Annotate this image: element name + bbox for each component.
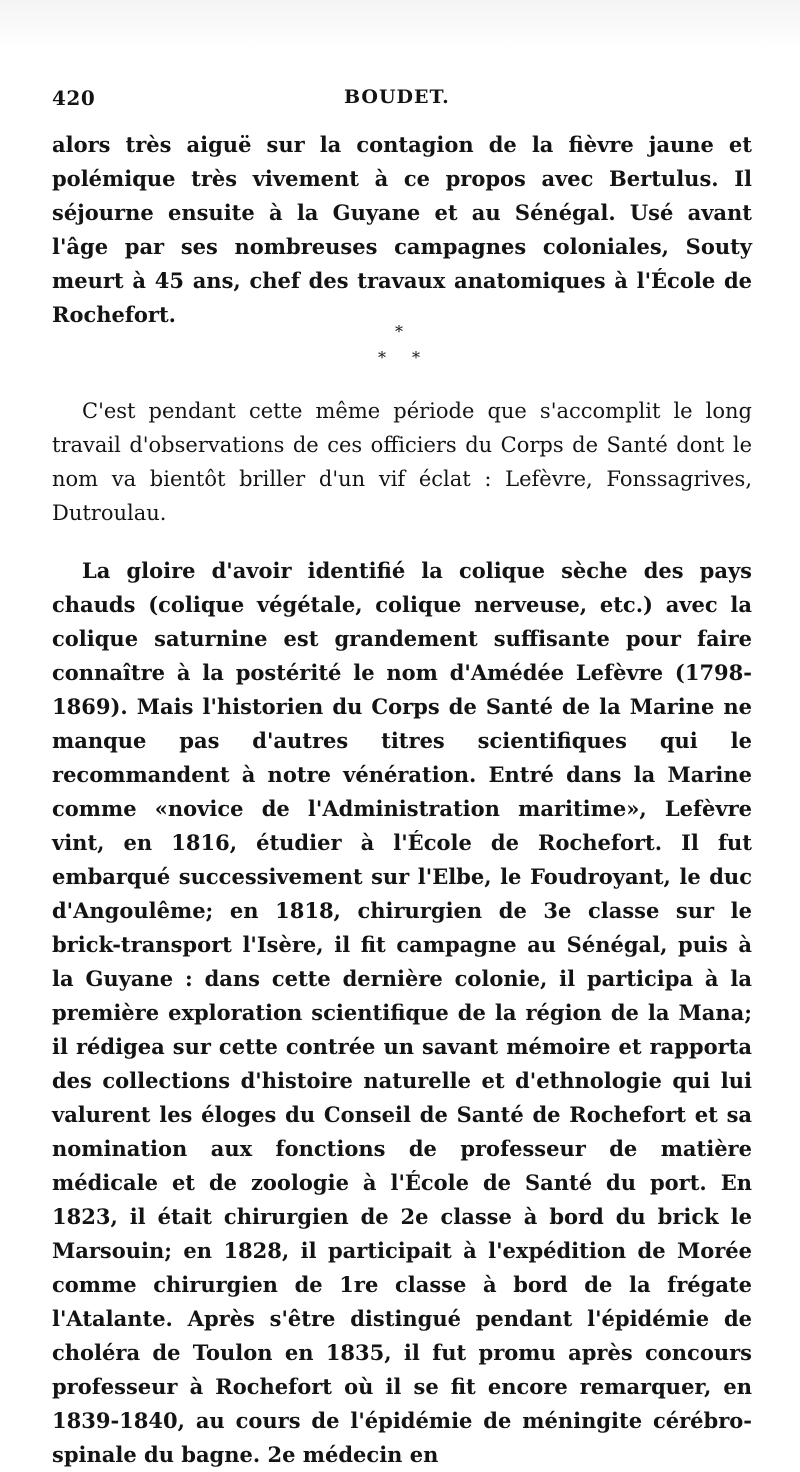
paragraph-2: C'est pendant cette même période que s'accomplit le long travail d'observations de ces officiers du Corps de Santé dont le nom va bientôt briller d'un vif éclat : Lefèvre, Fonssagrives, Dutroulau. bbox=[52, 399, 752, 525]
section-ornament bbox=[0, 312, 800, 372]
asterisk-ornament-right: * bbox=[412, 348, 420, 367]
asterisk-ornament-left: * bbox=[378, 348, 386, 367]
asterisk-ornament-top: * bbox=[395, 322, 403, 341]
paragraph-1: alors très aiguë sur la contagion de la fièvre jaune et polémique très vivement à ce propos avec Bertulus. Il séjourne ensuite à la Guyane et au Sénégal. Usé avant l'âge par ses nombreuses campagnes coloniales, Souty meurt à 45 ans, chef des travaux anatomiques à l'École de Rochefort. bbox=[52, 132, 752, 327]
page-number: 420 bbox=[52, 86, 96, 110]
scan-edge bbox=[0, 0, 800, 50]
running-title: BOUDET. bbox=[344, 86, 450, 108]
paragraph-3: La gloire d'avoir identifié la colique sèche des pays chauds (colique végétale, colique nerveuse, etc.) avec la colique saturnine est grandement suffisante pour faire connaître à la postérité le nom d'Amédée Lefèvre (1798-1869). Mais l'historien du Corps de Santé de la Marine ne manque pas d'autres titres scientifiques qui le recommandent à notre vénération. Entré dans la Marine comme «novice de l'Administration maritime», Lefèvre vint, en 1816, étudier à l'École de Rochefort. Il fut embarqué successivement sur l'Elbe, le Foudroyant, le duc d'Angoulême; en 1818, chirurgien de 3e classe sur le brick-transport l'Isère, il fit campagne au Sénégal, puis à la Guyane : dans cette dernière colonie, il participa à la première exploration scientifique de la région de la Mana; il rédigea sur cette contrée un savant mémoire et rapporta des collections d'histoire naturelle et d'ethnologie qui lui valurent les éloges du Conseil de Santé de Rochefort et sa nomination aux fonctions de professeur de matière médicale et de zoologie à l'École de Santé du port. En 1823, il était chirurgien de 2e classe à bord du brick le Marsouin; en 1828, il participait à l'expédition de Morée comme chirurgien de 1re classe à bord de la frégate l'Atalante. Après s'être distingué pendant l'épidémie de choléra de Toulon en 1835, il fut promu après concours professeur à Rochefort où il se fit encore remarquer, en 1839-1840, au cours de l'épidémie de méningite cérébro-spinale du bagne. 2e médecin en bbox=[52, 558, 752, 1467]
page-header bbox=[52, 86, 752, 116]
